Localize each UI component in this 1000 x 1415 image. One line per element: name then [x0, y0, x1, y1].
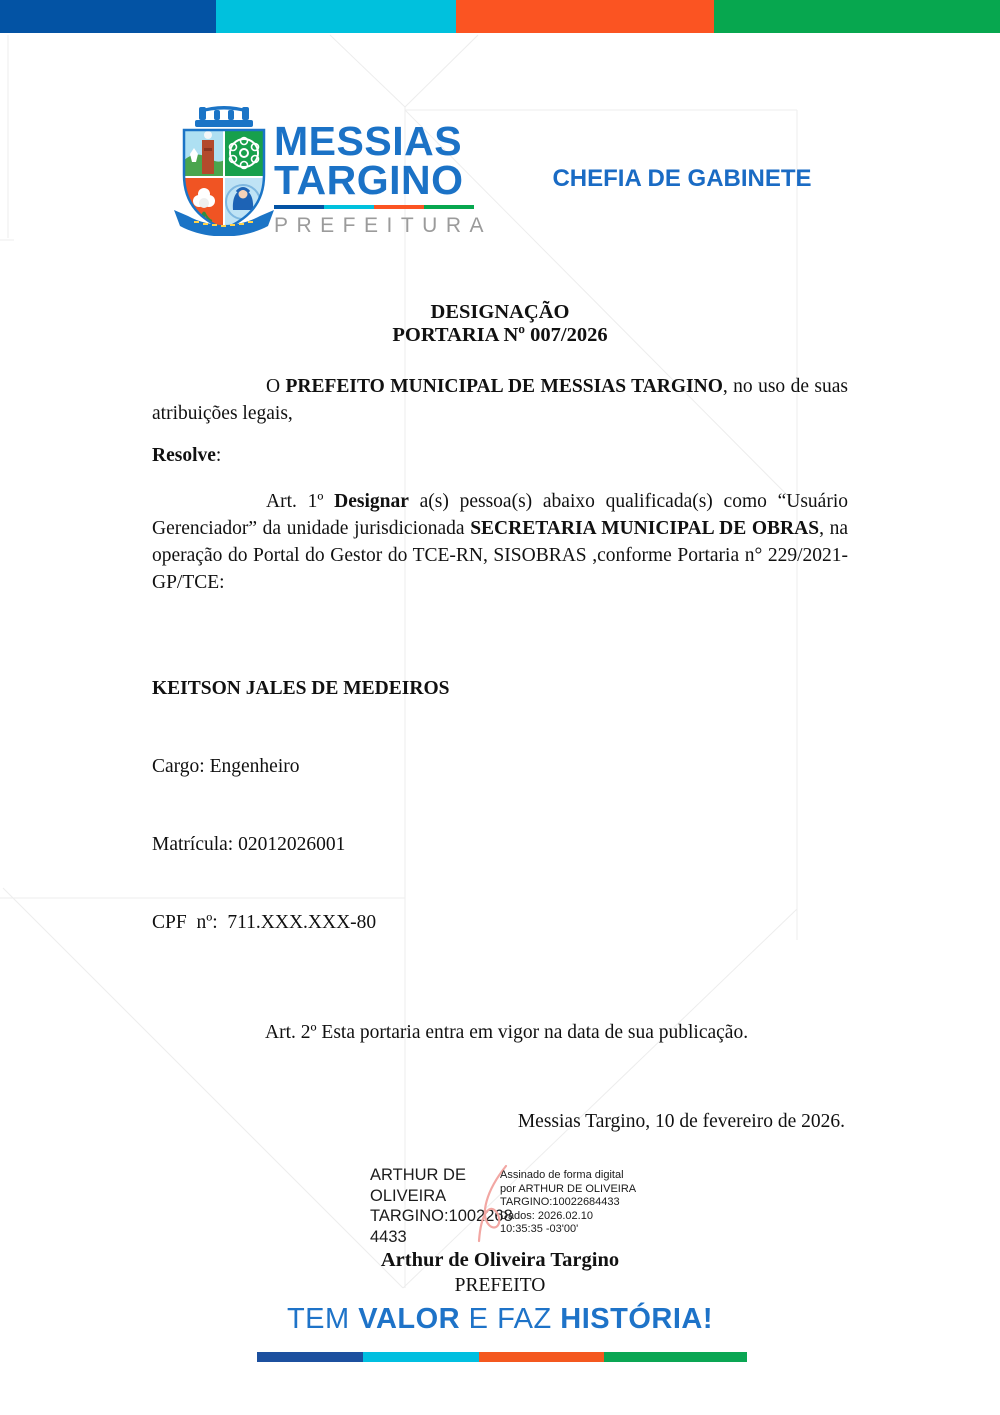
person-matricula: Matrícula: 02012026001 [152, 834, 346, 855]
document-body [152, 301, 848, 1298]
underline-segment-green [424, 205, 474, 209]
logo-name-line1: MESSIAS [274, 118, 463, 164]
resolve-line [152, 442, 848, 469]
footer-color-bar [257, 1352, 747, 1362]
footer-slogan [0, 1303, 1000, 1336]
logo-name-line2: TARGINO [274, 157, 464, 203]
person-name: KEITSON JALES DE MEDEIROS [152, 678, 450, 699]
digital-detail-line: 10:35:35 -03'00' [500, 1223, 579, 1235]
person-cargo: Cargo: Engenheiro [152, 756, 300, 777]
document-title-line1: DESIGNAÇÃO [430, 301, 570, 323]
signer-role: PREFEITO [454, 1275, 546, 1296]
digital-signature-details [500, 1169, 636, 1237]
digital-name-line: ARTHUR DE [370, 1166, 466, 1184]
preamble-paragraph [152, 373, 848, 427]
digital-detail-line: por ARTHUR DE OLIVEIRA [500, 1182, 637, 1195]
top-bar-segment-cyan [216, 0, 456, 33]
slogan-tem: TEM [286, 1303, 359, 1335]
footer-bar-segment-orange [479, 1352, 604, 1362]
article-1-secretaria: SECRETARIA MUNICIPAL DE OBRAS [470, 518, 820, 539]
municipality-logo [168, 102, 493, 237]
coat-of-arms-icon [168, 102, 280, 236]
slogan-valor: VALOR [358, 1303, 461, 1335]
article-1-middle: a(s) pessoa(s) abaixo qualificada(s) como “Usuário Gerenciador” da unidade jurisdicionada [152, 491, 848, 539]
slogan-historia: HISTÓRIA! [560, 1303, 714, 1335]
digital-detail-line: Dados: 2026.02.10 [500, 1209, 593, 1222]
top-bar-segment-blue [0, 0, 216, 33]
digital-detail-line: Assinado de forma digital [500, 1169, 624, 1181]
department-title: CHEFIA DE GABINETE [552, 165, 812, 192]
date-line: Messias Targino, 10 de fevereiro de 2026. [517, 1111, 845, 1132]
preamble-prefix: O [266, 376, 286, 397]
document-title [152, 301, 848, 347]
top-bar-segment-orange [456, 0, 714, 33]
digital-name-line: OLIVEIRA [370, 1186, 447, 1205]
logo-subtitle: PREFEITURA [274, 214, 493, 237]
resolve-word: Resolve [152, 445, 216, 466]
article-1-designar: Designar [334, 491, 409, 512]
underline-segment-blue [274, 205, 324, 209]
top-bar-segment-green [714, 0, 1000, 33]
article-1-suffix: , na operação do Portal do Gestor do TCE-RN, SISOBRAS ,conforme Portaria n° 229/2021-GP/TCE: [152, 518, 848, 593]
digital-name-line: TARGINO:1002268 [370, 1207, 513, 1225]
article-1-paragraph [152, 488, 848, 596]
footer-bar-segment-cyan [363, 1352, 479, 1362]
article-2-paragraph: Art. 2º Esta portaria entra em vigor na data de sua publicação. [265, 1022, 749, 1043]
designated-person-block [152, 624, 848, 988]
person-cpf: CPF nº: 711.XXX.XXX-80 [152, 912, 377, 933]
footer-bar-segment-green [604, 1352, 747, 1362]
digital-name-line: 4433 [370, 1227, 407, 1246]
digital-detail-line: TARGINO:10022684433 [500, 1196, 620, 1208]
underline-segment-orange [374, 205, 424, 209]
resolve-colon: : [215, 445, 222, 466]
article-1-label: Art. 1º [266, 491, 335, 512]
logo-wordmark [274, 118, 464, 203]
signer-name: Arthur de Oliveira Targino [380, 1249, 620, 1271]
logo-underline-bar [274, 205, 474, 209]
top-color-bar [0, 0, 1000, 33]
preamble-suffix: , no uso de suas atribuições legais, [152, 376, 849, 424]
underline-segment-cyan [324, 205, 374, 209]
document-title-line2: PORTARIA Nº 007/2026 [392, 324, 608, 346]
preamble-bold: PREFEITO MUNICIPAL DE MESSIAS TARGINO [285, 376, 723, 397]
digital-signature-block [152, 1165, 848, 1247]
footer-bar-segment-blue [257, 1352, 363, 1362]
slogan-e-faz: E FAZ [460, 1303, 561, 1335]
